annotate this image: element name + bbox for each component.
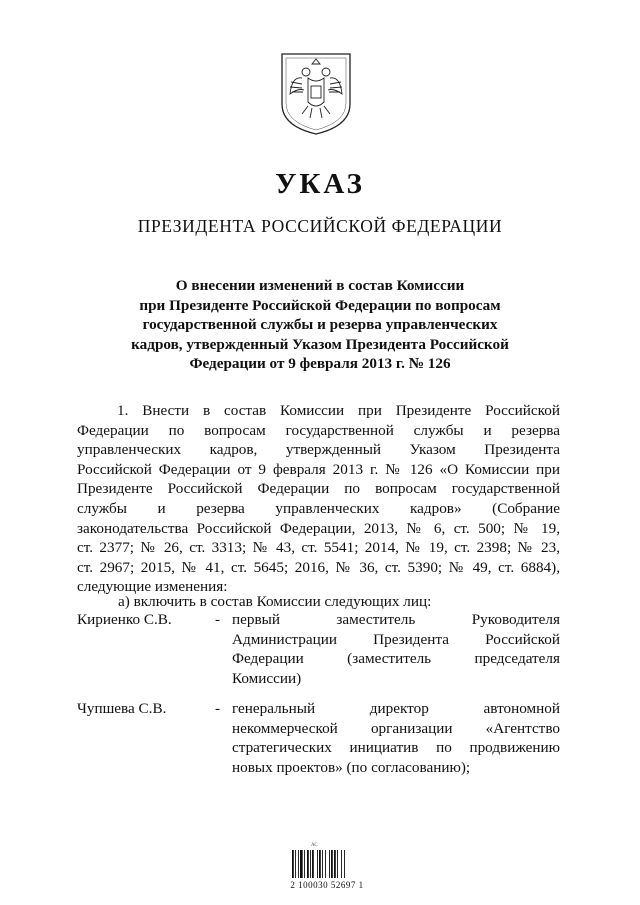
member-position — [232, 610, 560, 688]
heading-line: при Президенте Российской Федерации по вопросам — [139, 296, 501, 314]
heading-line: кадров, утвержденный Указом Президента Российской — [131, 335, 509, 353]
barcode-mark: АС — [311, 843, 318, 848]
member-position — [232, 699, 560, 777]
position-line: генеральный директор автономной — [232, 700, 560, 717]
main-paragraph — [77, 401, 560, 597]
entry-dash: - — [215, 611, 221, 628]
subparagraph-a: а) включить в состав Комиссии следующих лиц: — [118, 593, 432, 610]
heading-line: О внесении изменений в состав Комиссии — [175, 277, 465, 294]
paragraph-line: законодательства Российской Федерации, 2013, № 6, ст. 500; № 19, — [77, 519, 560, 537]
member-name: Чупшева С.В. — [77, 700, 167, 717]
barcode-number: 2 100030 52697 1 — [290, 880, 364, 890]
document-type-title: УКАЗ — [275, 168, 365, 200]
paragraph-line: 1. Внести в состав Комиссии при Президенте Российской — [117, 402, 560, 419]
coat-of-arms-emblem — [278, 50, 354, 136]
position-line: Комиссии) — [232, 669, 302, 687]
paragraph-line: следующие изменения: — [77, 578, 228, 596]
paragraph-line: службы и резерва управленческих кадров» (Собрание — [77, 499, 560, 517]
paragraph-line: Федерации по вопросам государственной службы и резерва — [77, 421, 560, 439]
issuer-subtitle: ПРЕЗИДЕНТА РОССИЙСКОЙ ФЕДЕРАЦИИ — [137, 216, 503, 236]
heading-line: государственной службы и резерва управленческих — [142, 316, 498, 333]
paragraph-line: Российской Федерации от 9 февраля 2013 г. № 126 «О Комиссии при — [77, 460, 560, 478]
member-name: Кириенко С.В. — [77, 611, 172, 628]
position-line: стратегических инициатив по продвижению — [232, 739, 560, 757]
paragraph-line: ст. 2377; № 26, ст. 3313; № 43, ст. 5541; 2014, № 19, ст. 2398; № 23, — [77, 539, 560, 557]
paragraph-line: управленческих кадров, утвержденный Указом Президента — [77, 441, 560, 459]
position-line: некоммерческой организации «Агентство — [232, 719, 560, 737]
position-line: первый заместитель Руководителя — [232, 611, 560, 628]
position-line: Администрации Президента Российской — [232, 630, 560, 648]
paragraph-line: ст. 2967; 2015, № 41, ст. 5645; 2016, № 36, ст. 5390; № 49, ст. 6884), — [77, 558, 560, 576]
document-heading — [110, 276, 530, 374]
heading-line: Федерации от 9 февраля 2013 г. № 126 — [189, 355, 451, 372]
position-line: Федерации (заместитель председателя — [232, 650, 560, 668]
entry-dash: - — [215, 700, 221, 717]
position-line: новых проектов» (по согласованию); — [232, 758, 471, 776]
paragraph-line: Президенте Российской Федерации по вопросам государственной — [77, 480, 560, 498]
barcode — [291, 850, 359, 878]
